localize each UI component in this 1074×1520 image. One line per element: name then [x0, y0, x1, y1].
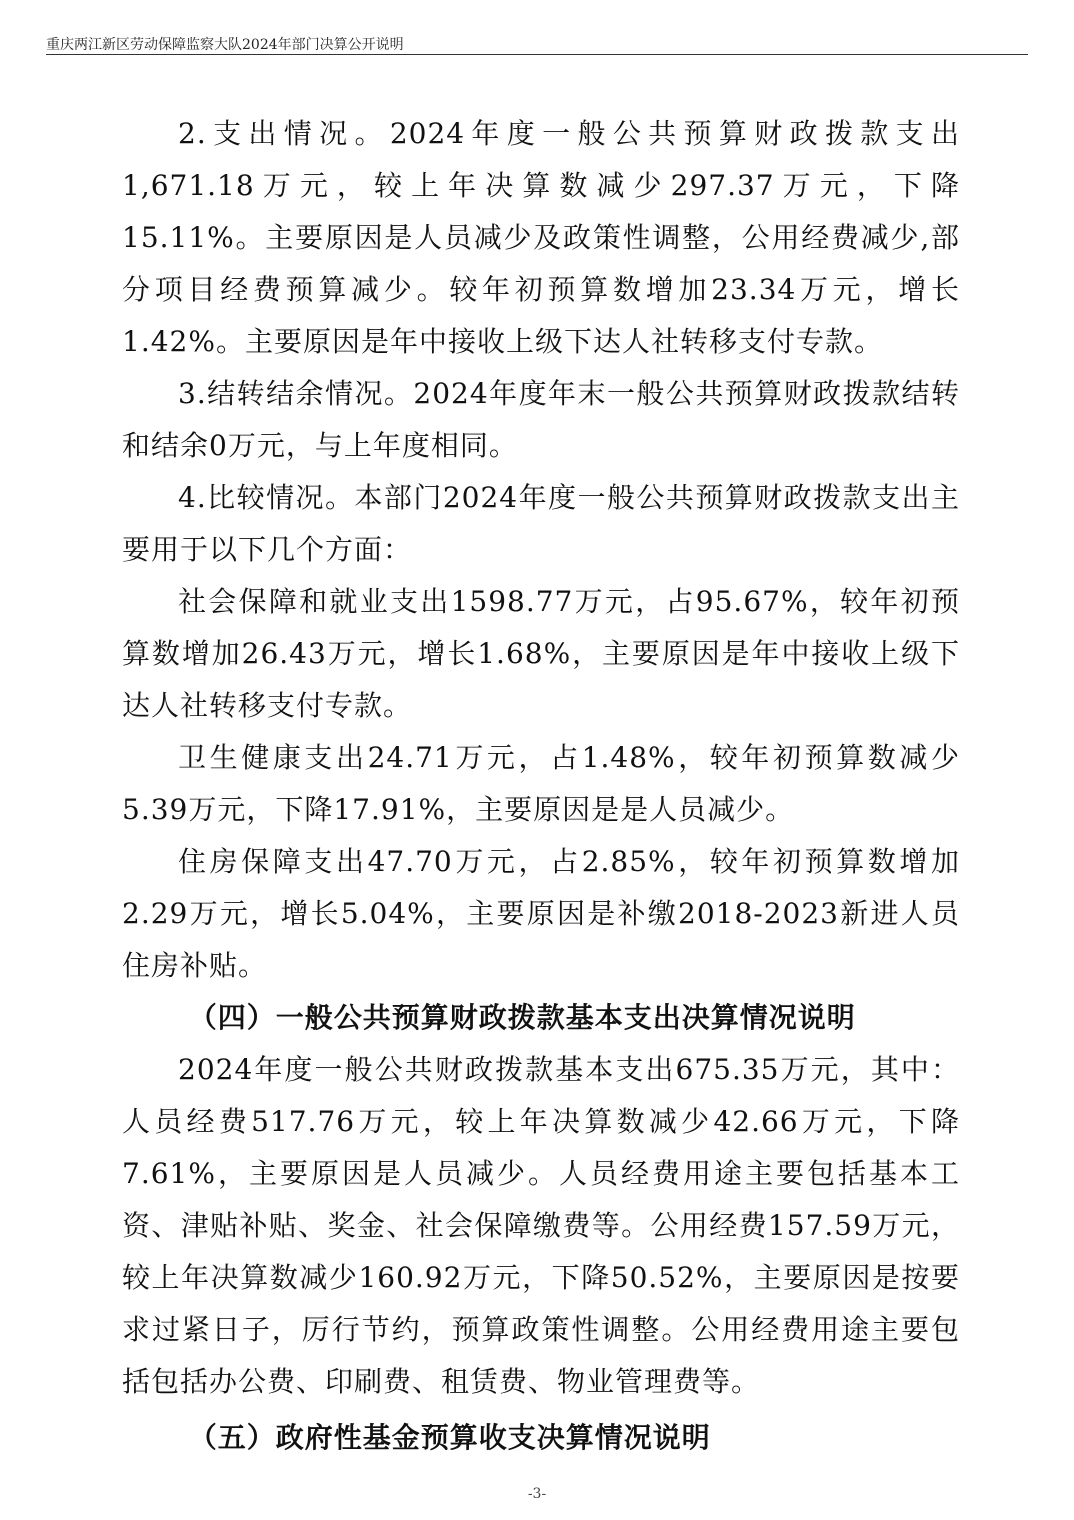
paragraph-housing: 住房保障支出47.70万元，占2.85%，较年初预算数增加2.29万元，增长5.04%，主要原因是补缴2018-2023新进人员住房补贴。	[122, 845, 960, 982]
paragraph-health: 卫生健康支出24.71万元，占1.48%，较年初预算数减少5.39万元，下降17.91%，主要原因是是人员减少。	[122, 741, 960, 826]
paragraph-carryover: 3.结转结余情况。2024年度年末一般公共预算财政拨款结转和结余0万元，与上年度相同。	[122, 377, 960, 462]
section-heading-4: （四）一般公共预算财政拨款基本支出决算情况说明	[188, 1001, 856, 1034]
header-divider	[46, 54, 1028, 55]
paragraph-comparison: 4.比较情况。本部门2024年度一般公共预算财政拨款支出主要用于以下几个方面：	[122, 481, 960, 566]
paragraph-social-security: 社会保障和就业支出1598.77万元，占95.67%，较年初预算数增加26.43万元，增长1.68%，主要原因是年中接收上级下达人社转移支付专款。	[122, 585, 960, 722]
paragraph-basic-expenditure: 2024年度一般公共财政拨款基本支出675.35万元，其中：人员经费517.76万元，较上年决算数减少42.66万元，下降7.61%，主要原因是人员减少。人员经费用途主要包括基本工资、津贴补贴、奖金、社会保障缴费等。公用经费157.59万元，较上年决算数减少160.92万元，下降50.52%，主要原因是按要求过紧日子，厉行节约，预算政策性调整。公用经费用途主要包括包括办公费、印刷费、租赁费、物业管理费等。	[122, 1053, 960, 1398]
section-heading-5: （五）政府性基金预算收支决算情况说明	[188, 1421, 711, 1454]
page-header-title: 重庆两江新区劳动保障监察大队2024年部门决算公开说明	[46, 37, 404, 53]
page-number: -3-	[527, 1486, 547, 1502]
document-body	[122, 108, 960, 1464]
paragraph-expenditure: 2.支出情况。2024年度一般公共预算财政拨款支出1,671.18万元，较上年决算数减少297.37万元，下降15.11%。主要原因是人员减少及政策性调整，公用经费减少,部分项目经费预算减少。较年初预算数增加23.34万元，增长1.42%。主要原因是年中接收上级下达人社转移支付专款。	[122, 117, 960, 358]
